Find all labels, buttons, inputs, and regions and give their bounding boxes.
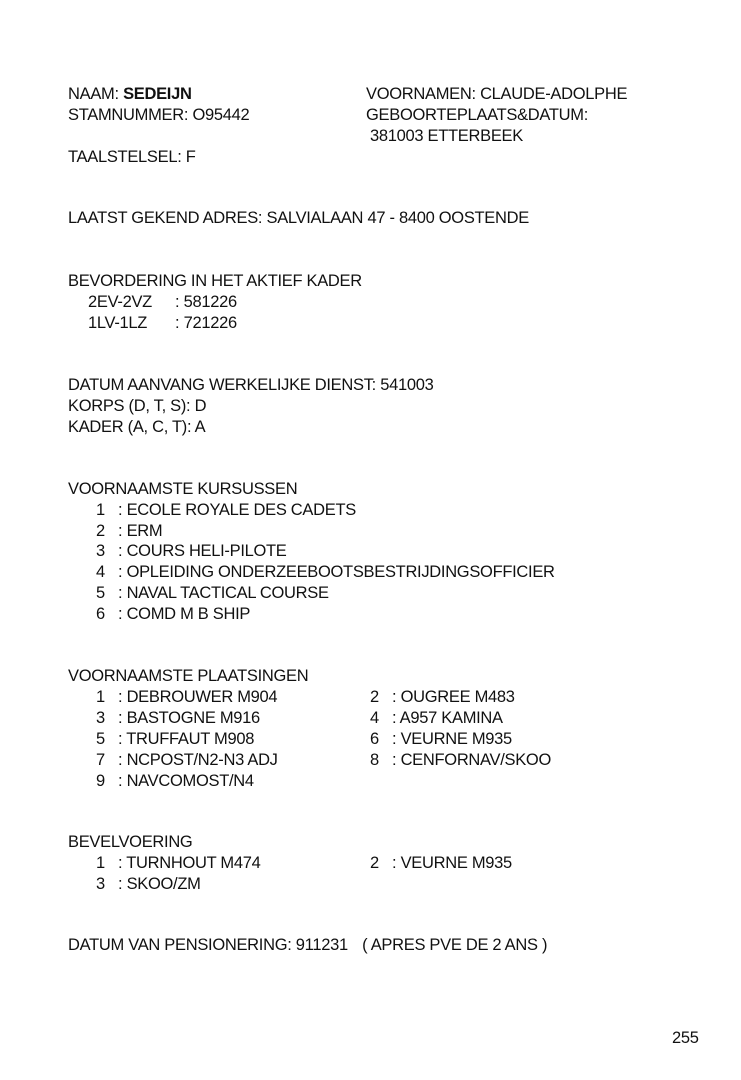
naam-value: SEDEIJN [123, 85, 192, 103]
item-number: 6 [96, 605, 105, 623]
item-number: 9 [96, 772, 105, 790]
item-text: : CENFORNAV/SKOO [392, 751, 551, 769]
item-number: 2 [370, 688, 379, 706]
page-number: 255 [672, 1029, 699, 1047]
item-number: 6 [370, 730, 379, 748]
item-text: : OUGREE M483 [392, 688, 515, 706]
item-number: 5 [96, 730, 105, 748]
item-number: 3 [96, 542, 105, 560]
item-text: : COMD M B SHIP [118, 605, 251, 623]
item-text: : TURNHOUT M474 [118, 854, 261, 872]
geboorte-label: GEBOORTEPLAATS&DATUM: [366, 106, 588, 124]
naam-label: NAAM: [68, 85, 119, 103]
item-text: : ECOLE ROYALE DES CADETS [118, 501, 356, 519]
plaatsingen-title: VOORNAAMSTE PLAATSINGEN [68, 667, 309, 685]
item-text: : NAVCOMOST/N4 [118, 772, 254, 790]
adres-label: LAATST GEKEND ADRES: [68, 209, 263, 227]
item-text: : DEBROUWER M904 [118, 688, 278, 706]
list-item [96, 874, 201, 894]
bevordering-rank: 2EV-2VZ [88, 293, 152, 311]
bevordering-title: BEVORDERING IN HET AKTIEF KADER [68, 272, 362, 290]
aanvang-dienst: DATUM AANVANG WERKELIJKE DIENST: 541003 [68, 376, 434, 394]
list-item [96, 562, 555, 582]
item-text: : OPLEIDING ONDERZEEBOOTSBESTRIJDINGSOFFICIER [118, 563, 555, 581]
item-text: : A957 KAMINA [392, 709, 503, 727]
item-text: : NCPOST/N2-N3 ADJ [118, 751, 278, 769]
kader: KADER (A, C, T): A [68, 418, 206, 436]
item-number: 3 [96, 709, 105, 727]
list-item [370, 750, 551, 770]
item-text: : BASTOGNE M916 [118, 709, 260, 727]
list-item [370, 708, 503, 728]
list-item [370, 729, 512, 749]
taalstelsel-label: TAALSTELSEL: [68, 148, 182, 166]
list-item [96, 771, 254, 791]
bevordering-date: : 721226 [175, 314, 237, 332]
item-text: : TRUFFAUT M908 [118, 730, 255, 748]
item-number: 4 [96, 563, 105, 581]
stamnummer-value: O95442 [192, 106, 250, 124]
list-item [370, 853, 512, 873]
bevordering-rank: 1LV-1LZ [88, 314, 148, 332]
voornamen-line [366, 84, 627, 104]
item-number: 4 [370, 709, 379, 727]
pensionering-note: ( APRES PVE DE 2 ANS ) [362, 936, 548, 954]
item-number: 7 [96, 751, 105, 769]
item-number: 1 [96, 501, 105, 519]
list-item [370, 687, 515, 707]
list-item [96, 750, 278, 770]
list-item [96, 500, 356, 520]
adres-value: SALVIALAAN 47 - 8400 OOSTENDE [266, 209, 529, 227]
bevelvoering-title: BEVELVOERING [68, 833, 193, 851]
taalstelsel-line [68, 147, 196, 167]
geboorte-value: 381003 ETTERBEEK [370, 127, 523, 145]
list-item [96, 687, 277, 707]
taalstelsel-value: F [185, 148, 196, 166]
bevordering-date: : 581226 [175, 293, 237, 311]
item-number: 2 [370, 854, 379, 872]
list-item [96, 583, 329, 603]
item-text: : VEURNE M935 [392, 854, 512, 872]
item-number: 5 [96, 584, 105, 602]
item-text: : ERM [118, 522, 163, 540]
item-text: : COURS HELI-PILOTE [118, 542, 287, 560]
voornamen-label: VOORNAMEN: [366, 85, 476, 103]
list-item [96, 521, 162, 541]
pensionering-line [68, 935, 547, 955]
kursussen-title: VOORNAAMSTE KURSUSSEN [68, 480, 298, 498]
voornamen-value: CLAUDE-ADOLPHE [480, 85, 628, 103]
list-item [96, 708, 260, 728]
item-text: : NAVAL TACTICAL COURSE [118, 584, 329, 602]
stamnummer-line [68, 105, 249, 125]
list-item [96, 853, 261, 873]
stamnummer-label: STAMNUMMER: [68, 106, 189, 124]
item-number: 3 [96, 875, 105, 893]
item-number: 1 [96, 688, 105, 706]
item-text: : VEURNE M935 [392, 730, 512, 748]
item-text: : SKOO/ZM [118, 875, 201, 893]
pensionering-label: DATUM VAN PENSIONERING: 911231 [68, 936, 348, 954]
adres-line [68, 208, 529, 228]
korps: KORPS (D, T, S): D [68, 397, 207, 415]
item-number: 2 [96, 522, 105, 540]
list-item [96, 729, 254, 749]
item-number: 1 [96, 854, 105, 872]
item-number: 8 [370, 751, 379, 769]
list-item [96, 604, 250, 624]
naam-line [68, 84, 192, 104]
list-item [96, 541, 287, 561]
